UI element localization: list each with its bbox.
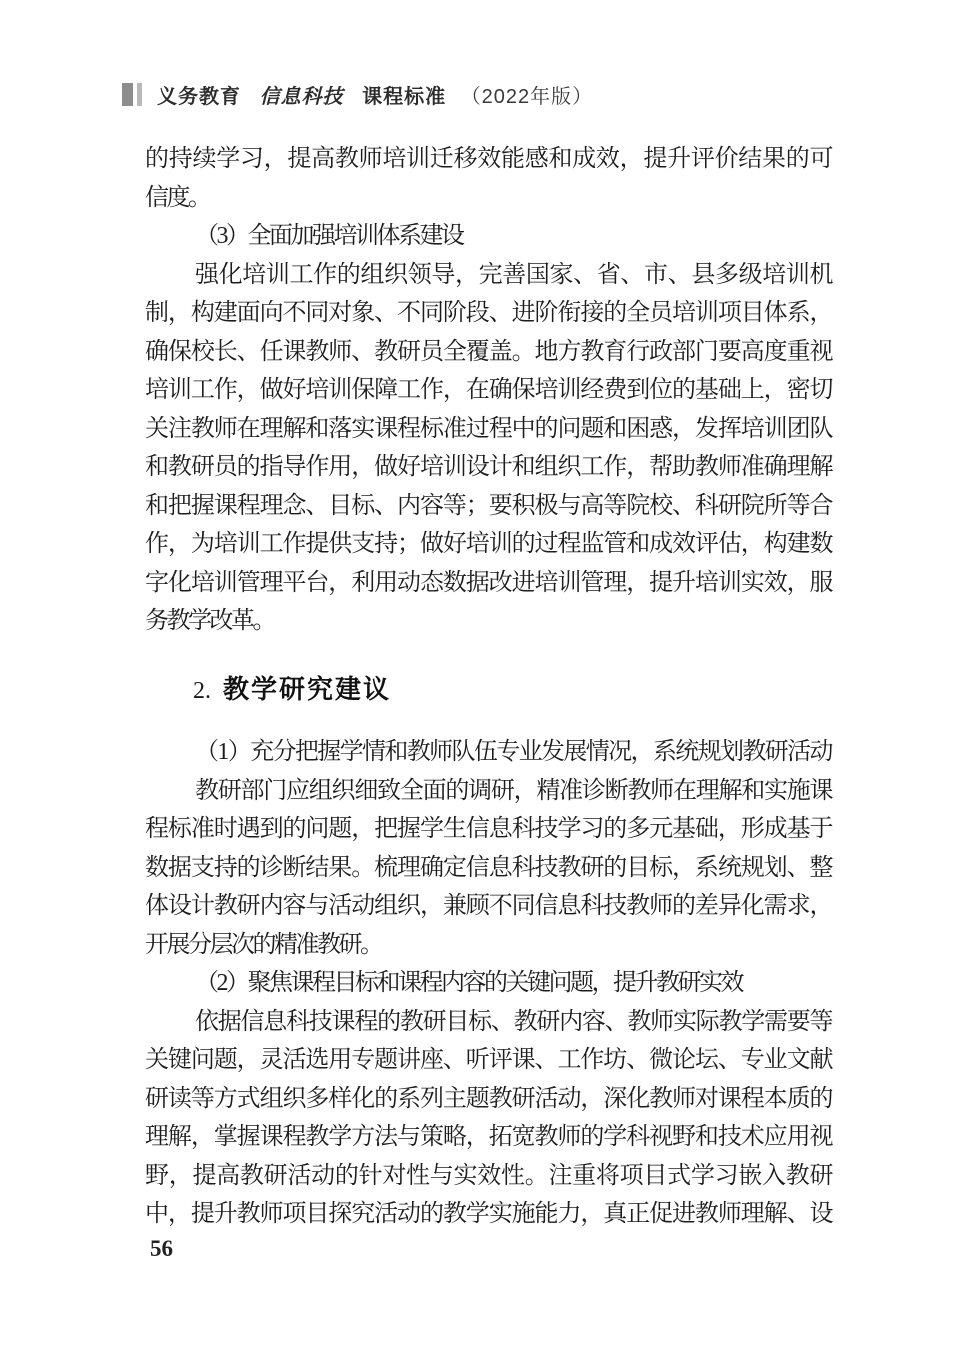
header-title-standard: 课程标准 xyxy=(362,85,447,108)
text-line: 信度。 xyxy=(145,184,210,211)
text-line: 制，构建面向不同对象、不同阶段、进阶衔接的全员培训项目体系， xyxy=(145,300,831,326)
text-line: 确保校长、任课教师、教研员全覆盖。地方教育行政部门要高度重视 xyxy=(145,338,831,365)
text-line: （1）充分把握学情和教师队伍专业发展情况，系统规划教研活动 xyxy=(195,739,831,765)
text-line: 和把握课程理念、目标、内容等；要积极与高等院校、科研院所等合 xyxy=(145,492,831,519)
text-line: 程标准时遇到的问题，把握学生信息科技学习的多元基础，形成基于 xyxy=(145,816,831,842)
text-line: 关键问题，灵活选用专题讲座、听评课、工作坊、微论坛、专业文献 xyxy=(145,1047,831,1073)
text-line: 中，提升教师项目探究活动的教学实施能力，真正促进教师理解、设 xyxy=(145,1201,831,1227)
text-line: 和教研员的指导作用，做好培训设计和组织工作，帮助教师准确理解 xyxy=(145,454,831,480)
text-line: 的持续学习，提高教师培训迁移效能感和成效，提升评价结果的可 xyxy=(145,146,831,172)
text-line: 强化培训工作的组织领导，完善国家、省、市、县多级培训机 xyxy=(195,261,831,288)
text-line: 研读等方式组织多样化的系列主题教研活动，深化教师对课程本质的 xyxy=(145,1085,831,1112)
paragraph xyxy=(145,733,831,772)
header-title-edition: （2022年版） xyxy=(460,85,594,108)
header-rule-light-icon xyxy=(137,83,142,106)
paragraph xyxy=(145,140,831,217)
paragraph xyxy=(145,772,831,965)
text-line: 依据信息科技课程的教研目标、教研内容、教师实际教学需要等 xyxy=(195,1008,831,1035)
header-title-stage: 义务教育 xyxy=(157,85,241,108)
running-header xyxy=(122,80,593,108)
text-line: 培训工作，做好培训保障工作，在确保培训经费到位的基础上，密切 xyxy=(145,377,831,403)
text-line: 作，为培训工作提供支持；做好培训的过程监管和成效评估，构建数 xyxy=(145,531,831,557)
section-heading-text: 教学研究建议 xyxy=(223,673,392,704)
text-line: 开展分层次的精准教研。 xyxy=(145,931,382,958)
text-line: 野，提高教研活动的针对性与实效性。注重将项目式学习嵌入教研 xyxy=(145,1162,831,1189)
page-number: 56 xyxy=(150,1236,173,1261)
text-line: （2）聚焦课程目标和课程内容的关键问题，提升教研实效 xyxy=(195,970,742,996)
text-line: （3）全面加强培训体系建设 xyxy=(195,223,463,249)
text-line: 务教学改革。 xyxy=(145,608,274,634)
text-line: 关注教师在理解和落实课程标准过程中的问题和困惑，发挥培训团队 xyxy=(145,415,831,442)
text-line: 理解，掌握课程教学方法与策略，拓宽教师的学科视野和技术应用视 xyxy=(145,1124,831,1150)
section-heading xyxy=(145,670,831,711)
paragraph xyxy=(145,964,831,1003)
header-rule-dark-icon xyxy=(122,83,133,106)
text-line: 数据支持的诊断结果。梳理确定信息科技教研的目标，系统规划、整 xyxy=(145,854,831,881)
paragraph xyxy=(145,1003,831,1234)
page-body xyxy=(145,140,831,1234)
text-line: 体设计教研内容与活动组织，兼顾不同信息科技教师的差异化需求， xyxy=(145,893,831,919)
paragraph xyxy=(145,217,831,256)
header-title xyxy=(157,80,593,109)
text-line: 字化培训管理平台，利用动态数据改进培训管理，提升培训实效，服 xyxy=(145,569,831,596)
header-title-subject: 信息科技 xyxy=(259,85,344,108)
text-line: 教研部门应组织细致全面的调研，精准诊断教师在理解和实施课 xyxy=(195,777,831,804)
section-heading-number: 2. xyxy=(193,677,211,704)
paragraph xyxy=(145,256,831,641)
